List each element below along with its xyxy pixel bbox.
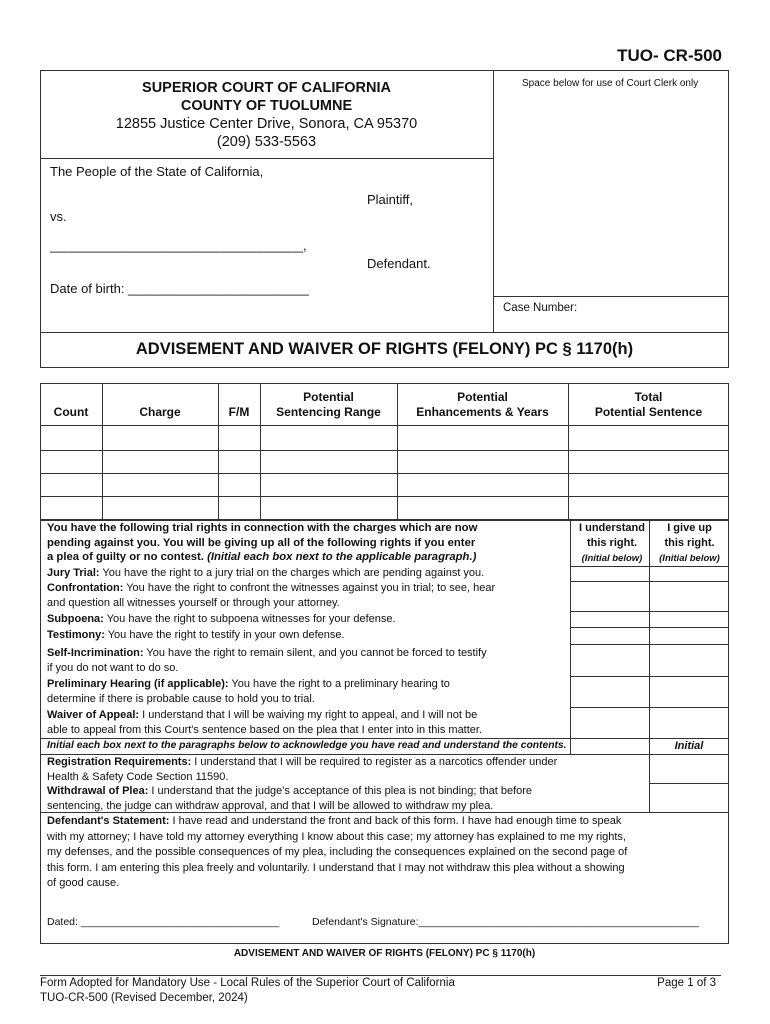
giveup-line3: (Initial below) xyxy=(659,553,720,564)
col-count: Count xyxy=(53,405,89,419)
people-label: The People of the State of California, xyxy=(50,164,264,179)
col-understand-header xyxy=(575,521,649,566)
footer-title: ADVISEMENT AND WAIVER OF RIGHTS (FELONY) PC § 1170(h) xyxy=(233,948,536,959)
appeal-text2: able to appeal from this Court's sentence based on the plea that I enter into in this matter. xyxy=(47,723,483,736)
subp-text: You have the right to subpoena witnesses for your defense. xyxy=(103,613,396,625)
intro3a: a plea of guilty or no contest. xyxy=(47,551,208,563)
initial-box-registration[interactable] xyxy=(650,755,728,782)
self-text2: if you do not want to do so. xyxy=(47,661,179,674)
defendants-statement xyxy=(47,814,727,892)
self-label: Self-Incrimination: xyxy=(47,647,144,659)
understand-line2: this right. xyxy=(586,537,638,549)
rights-row-line xyxy=(570,611,729,612)
stmt-text5: of good cause. xyxy=(47,877,120,889)
rights-row-line xyxy=(570,627,729,628)
appeal-text1: I understand that I will be waiving my right to appeal, and I will not be xyxy=(139,709,478,721)
page-number: Page 1 of 3 xyxy=(657,977,716,989)
stmt-text1: I have read and understand the front and back of this form. I have had enough time to speak xyxy=(169,815,622,827)
col-enh-line1: Potential xyxy=(457,390,508,404)
col-giveup-header xyxy=(650,521,729,566)
court-divider xyxy=(40,158,493,159)
wd-label: Withdrawal of Plea: xyxy=(47,785,149,797)
subp-label: Subpoena: xyxy=(47,613,104,625)
defendant-label: Defendant. xyxy=(367,256,431,271)
col-charge: Charge xyxy=(139,405,181,419)
understand-line1: I understand xyxy=(578,522,645,534)
stmt-text4: this form. I am entering this plea freely and voluntarily. I understand that I may not withdraw this plea without a showing xyxy=(47,861,625,874)
right-self-incrimination xyxy=(47,646,570,675)
clerk-note: Space below for use of Court Clerk only xyxy=(522,78,699,89)
conf-text1: You have the right to confront the witnesses against you in trial; to see, hear xyxy=(123,582,496,594)
rights-row-line xyxy=(570,707,729,708)
dob-field[interactable]: Date of birth: _________________________ xyxy=(50,281,309,296)
wd-text2: sentencing, the judge can withdraw approval, and that I will be allowed to withdraw my plea. xyxy=(47,799,494,812)
rights-row-line xyxy=(570,644,729,645)
test-label: Testimony: xyxy=(47,629,105,641)
right-testimony xyxy=(47,628,570,643)
test-text: You have the right to testify in your own defense. xyxy=(104,629,345,641)
court-phone: (209) 533-5563 xyxy=(216,134,317,150)
rights-col-line xyxy=(570,520,571,754)
charges-row-line xyxy=(40,496,729,497)
registration-requirements xyxy=(47,755,647,784)
court-county: COUNTY OF TUOLUMNE xyxy=(180,98,353,114)
plaintiff-label: Plaintiff, xyxy=(367,192,414,207)
rights-row-line xyxy=(570,581,729,582)
form-title: ADVISEMENT AND WAIVER OF RIGHTS (FELONY) PC § 1170(h) xyxy=(135,340,634,358)
conf-text2: and question all witnesses yourself or through your attorney. xyxy=(47,596,340,609)
appeal-label: Waiver of Appeal: xyxy=(47,709,140,721)
right-jury-trial xyxy=(47,566,570,581)
title-top-line xyxy=(40,332,729,333)
stmt-text3: my defenses, and the possible consequences of my plea, including the consequences explained on the second page of xyxy=(47,846,628,858)
acknowledge-instruction: Initial each box next to the paragraphs below to acknowledge you have read and understand the contents. xyxy=(47,740,567,751)
charges-header-line xyxy=(40,425,729,426)
defendant-name-field[interactable]: ___________________________________, xyxy=(50,238,307,253)
right-preliminary-hearing xyxy=(47,677,570,706)
clerk-divider xyxy=(493,70,494,332)
col-total-line2: Potential Sentence xyxy=(594,405,703,419)
col-enh-line2: Enhancements & Years xyxy=(416,405,549,419)
charges-row-line xyxy=(40,473,729,474)
case-top-line xyxy=(493,296,729,297)
case-number-label[interactable]: Case Number: xyxy=(503,302,578,314)
col-range-line2: Sentencing Range xyxy=(276,405,381,419)
vs-label: vs. xyxy=(50,209,67,224)
rights-intro xyxy=(47,521,567,565)
dated-field[interactable]: Dated: __________________________________ xyxy=(47,916,280,928)
col-fm: F/M xyxy=(228,405,250,419)
giveup-line2: this right. xyxy=(664,537,715,549)
jury-text: You have the right to a jury trial on the charges which are pending against you. xyxy=(99,567,485,579)
charges-row-line xyxy=(40,450,729,451)
initial-box-jury-giveup[interactable] xyxy=(650,567,728,580)
conf-label: Confrontation: xyxy=(47,582,124,594)
reg-text1: I understand that I will be required to register as a narcotics offender under xyxy=(191,756,558,768)
right-waiver-of-appeal xyxy=(47,708,570,737)
court-name: SUPERIOR COURT OF CALIFORNIA xyxy=(142,80,391,96)
prelim-text1: You have the right to a preliminary hearing to xyxy=(228,678,450,690)
col-range-line1: Potential xyxy=(303,390,354,404)
rights-row-line xyxy=(570,676,729,677)
charges-col-line xyxy=(102,383,103,520)
initial-header: Initial xyxy=(674,740,704,752)
footer-adopted: Form Adopted for Mandatory Use - Local Rules of the Superior Court of California xyxy=(40,977,455,989)
rights-intro-line1: You have the following trial rights in connection with the charges which are now xyxy=(47,522,478,534)
stmt-label: Defendant's Statement: xyxy=(47,815,170,827)
defendant-signature-field[interactable]: Defendant's Signature:________________________________________________ xyxy=(312,916,699,928)
col-total-line1: Total xyxy=(634,390,663,404)
right-confrontation xyxy=(47,581,570,610)
footer-rule xyxy=(40,975,721,976)
charges-col-line xyxy=(218,383,219,520)
withdrawal-of-plea xyxy=(47,784,647,813)
col-enhancements xyxy=(397,390,568,420)
giveup-line1: I give up xyxy=(667,522,712,534)
wd-text1: I understand that the judge's acceptance of this plea is not binding; that before xyxy=(148,785,533,797)
reg-text2: Health & Safety Code Section 11590. xyxy=(47,770,229,783)
initial-box-jury-understand[interactable] xyxy=(571,567,648,580)
jury-label: Jury Trial: xyxy=(47,567,100,579)
understand-line3: (Initial below) xyxy=(581,553,643,564)
prelim-text2: determine if there is probable cause to hold you to trial. xyxy=(47,692,315,705)
col-sentencing-range xyxy=(260,390,397,420)
right-subpoena xyxy=(47,612,570,627)
col-total-sentence xyxy=(568,390,729,420)
intro3b: (Initial each box next to the applicable paragraph.) xyxy=(207,551,477,563)
prelim-label: Preliminary Hearing (if applicable): xyxy=(47,678,229,690)
rights-intro-line2: pending against you. You will be giving up all of the following rights if you enter xyxy=(47,536,476,549)
form-id: TUO- CR-500 xyxy=(617,46,722,65)
court-header xyxy=(40,79,493,151)
footer-revision: TUO-CR-500 (Revised December, 2024) xyxy=(40,992,248,1004)
initial-box-withdrawal[interactable] xyxy=(650,784,728,811)
court-address: 12855 Justice Center Drive, Sonora, CA 95370 xyxy=(115,116,418,132)
reg-label: Registration Requirements: xyxy=(47,756,192,768)
rights-intro-line3 xyxy=(47,550,567,565)
self-text1: You have the right to remain silent, and you cannot be forced to testify xyxy=(143,647,487,659)
stmt-text2: with my attorney; I have told my attorney everything I know about this case; my attorney has explained to me my rights, xyxy=(47,830,626,843)
